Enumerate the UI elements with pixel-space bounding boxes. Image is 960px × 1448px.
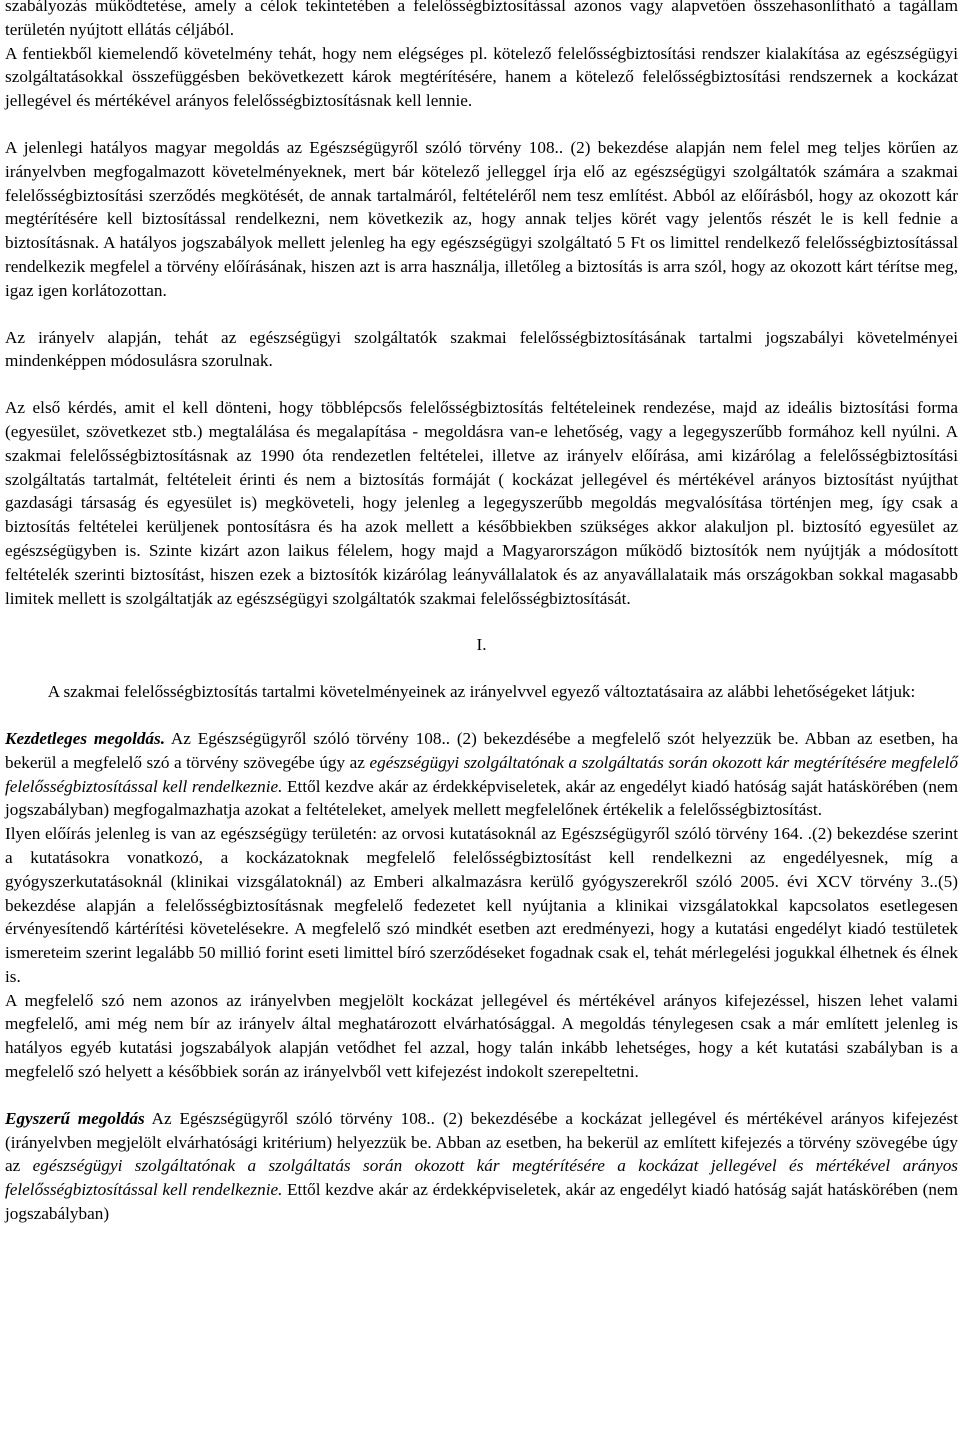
paragraph-initial-solution (5, 727, 958, 822)
paragraph-appropriate-word: A megfelelő szó nem azonos az irányelvben megjelölt kockázat jellegével és mértékével arányos kifejezéssel, hiszen lehet valami megfelelő, ami még nem bír az irányelv által meghatározott elvárhatósággal. A megoldás ténylegesen csak a már említett jelenleg is hatályos egyéb kutatási jogszabályok alapján vetődhet fel azzal, hogy talán inkább lehetséges, hogy a két kutatási szabályban is a megfelelő szó helyett a későbbiek során az irányelvből vett kifejezést indokolt szerepeltetni. (5, 990, 958, 1082)
simple-solution-text-a: Az Egészségügyről szóló törvény 108.. (2) bekezdésébe a kockázat jellegével és mértékével arányos kifejezést (irányelvben megjelölt elvárhatósági kritérium) helyezzük be. Abban az esetben, ha bekerül az említett kifejezés a törvény szövegébe úgy az (5, 1108, 958, 1176)
paragraph-intro-part-c: kötelező felelősségbiztosítási rendszer kialakítása az egészségügyi szolgáltatásokkal összefüggésben bekövetkezett károk megtérítésére, hanem a kötelező felelősségbiztosítási rendszernek a kockázat jellegével és mértékével arányos felelősségbiztosításnak kell lennie. (5, 43, 958, 111)
paragraph-directive-requirements: Az irányelv alapján, tehát az egészségügyi szolgáltatók szakmai felelősségbiztosításának tartalmi jogszabályi követelményei mindenképpen módosulásra szorulnak. (5, 327, 958, 371)
section-numeral: I. (476, 635, 487, 655)
paragraph-intro-part-b: A fentiekből kiemelendő követelmény tehát, hogy nem elégséges pl. (5, 43, 488, 63)
paragraph-simple-solution (5, 1107, 958, 1226)
section-heading: A szakmai felelősségbiztosítás tartalmi követelményeinek az irányelvvel egyező változtatásaira az alábbi lehetőségeket látjuk: (47, 682, 916, 702)
paragraph-intro-part-a: szabályozás működtetése, amely a célok tekintetében a felelősségbiztosítással azonos vagy alapvetően összehasonlítható a tagállam területén nyújtott ellátás céljából. (5, 0, 958, 39)
paragraph-first-question: Az első kérdés, amit el kell dönteni, hogy többlépcsős felelősségbiztosítás feltételeinek rendezése, majd az ideális biztosítási forma (egyesület, szövetkezet stb.) megtalálása és megalapítása - megoldásra van-e lehetőség, vagy a legegyszerűbb formához kell nyúlni. A szakmai felelősségbiztosításnak az 1990 óta rendezetlen feltételei, illetve az irányelv előírása, ami kizárólag a felelősségbiztosítási szolgáltatás tartalmát, feltételeit érinti és nem a biztosítás formáját ( kockázat jellegével és mértékével arányos biztosítást nyújthat gazdasági társaság és egyesület is) megköveteli, hogy jelenleg a legegyszerűbb megoldás megvalósítása történjen meg, így csak a biztosítás feltételei kerüljenek pontosításra és ha azok mellett a későbbiekben szükséges akkor alakuljon pl. biztosító egyesület az egészségügyben is. Szinte kizárt azon laikus félelem, hogy majd a Magyarországon működő biztosítók nem nyújtják a módosított feltételék szerinti biztosítást, hiszen ezek a biztosítók kizárólag leányvállalatok és az anyavállalataik más országokban sokkal magasabb limitek mellett is szolgáltatják az egészségügyi szolgáltatók szakmai felelősségbiztosítását. (5, 398, 958, 608)
simple-solution-text-b: Ettől kezdve akár az érdekképviseletek, akár az engedélyt kiadó hatóság saját hatáskörében (nem jogszabályban) (5, 1180, 958, 1224)
initial-solution-quote: egészségügyi szolgáltatónak a szolgáltatás során okozott kár megtérítésére megfelelő felelősségbiztosítással kell rendelkeznie. (5, 752, 958, 796)
initial-solution-lead: Kezdetleges megoldás. (5, 728, 166, 748)
paragraph-existing-rule: Ilyen előírás jelenleg is van az egészségügy területén: az orvosi kutatásoknál az Egészségügyről szóló törvény 164. .(2) bekezdése szerint a kutatásokra vonatkozó, a kockázatoknak megfelelő felelősségbiztosítást kell rendelkezni az engedélyesnek, míg a gyógyszerkutatásoknál (klinikai vizsgálatoknál) az Emberi alkalmazásra kerülő gyógyszerekről szóló 2005. évi XCV törvény 3..(5) bekezdése alapján a felelősségbiztosításnak megfelelő fedezetet kell nyújtania a klinikai vizsgálatokkal kapcsolatos esetlegesen érvényesítendő kártérítési követelésekre. A megfelelő szó mindkét esetben azt eredményezi, hogy a kutatási engedélyt kiadó testületek ismereteim szerint legalább 50 millió forint eseti limittel bíró szerződéseket fogadnak csak el, tehát mérlegelési jogukkal élhetnek és élnek is. (5, 824, 958, 986)
simple-solution-lead: Egyszerű megoldás (5, 1108, 145, 1128)
simple-solution-quote: egészségügyi szolgáltatónak a szolgáltatás során okozott kár megtérítésére a kockázat jellegével és mértékével arányos felelősségbiztosítással kell rendelkeznie. (5, 1156, 958, 1200)
initial-solution-text-b: Ettől kezdve akár az érdekképviseletek, akár az engedélyt kiadó hatóság saját hatáskörében (nem jogszabályban) megfogalmazhatja azokat a feltételeket, amelyek mellett megfelelőnek értékelik a felelősségbiztosítást. (5, 776, 958, 820)
paragraph-current-solution: A jelenlegi hatályos magyar megoldás az Egészségügyről szóló törvény 108.. (2) bekezdése alapján nem felel meg teljes körűen az irányelvben megfogalmazott követelményeknek, mert bár kötelező jelleggel írja elő az egészségügyi szolgáltatók számára a szakmai felelősségbiztosítási szerződés megkötését, de annak tartalmáról, feltételéről nem tesz említést. Abból az előírásból, hogy az okozott kár megtérítésére kell biztosítással rendelkezni, nem következik az, hogy annak teljes körét vagy jelentős részét le is kell fednie a biztosításnak. A hatályos jogszabályok mellett jelenleg ha egy egészségügyi szolgáltató 5 Ft os limittel rendelkező felelősségbiztosítással rendelkezik megfelel a törvény előírásának, hiszen azt is arra használja, illetőleg a biztosítás is arra szól, hogy az okozott kárt térítse meg, igaz igen korlátozottan. (5, 137, 958, 300)
paragraph-intro (5, 0, 958, 113)
initial-solution-text-a: Az Egészségügyről szóló törvény 108.. (2) bekezdésébe a megfelelő szót helyezzük be. Abban az esetben, ha bekerül a megfelelő szó a törvény szövegébe úgy az (5, 728, 959, 772)
